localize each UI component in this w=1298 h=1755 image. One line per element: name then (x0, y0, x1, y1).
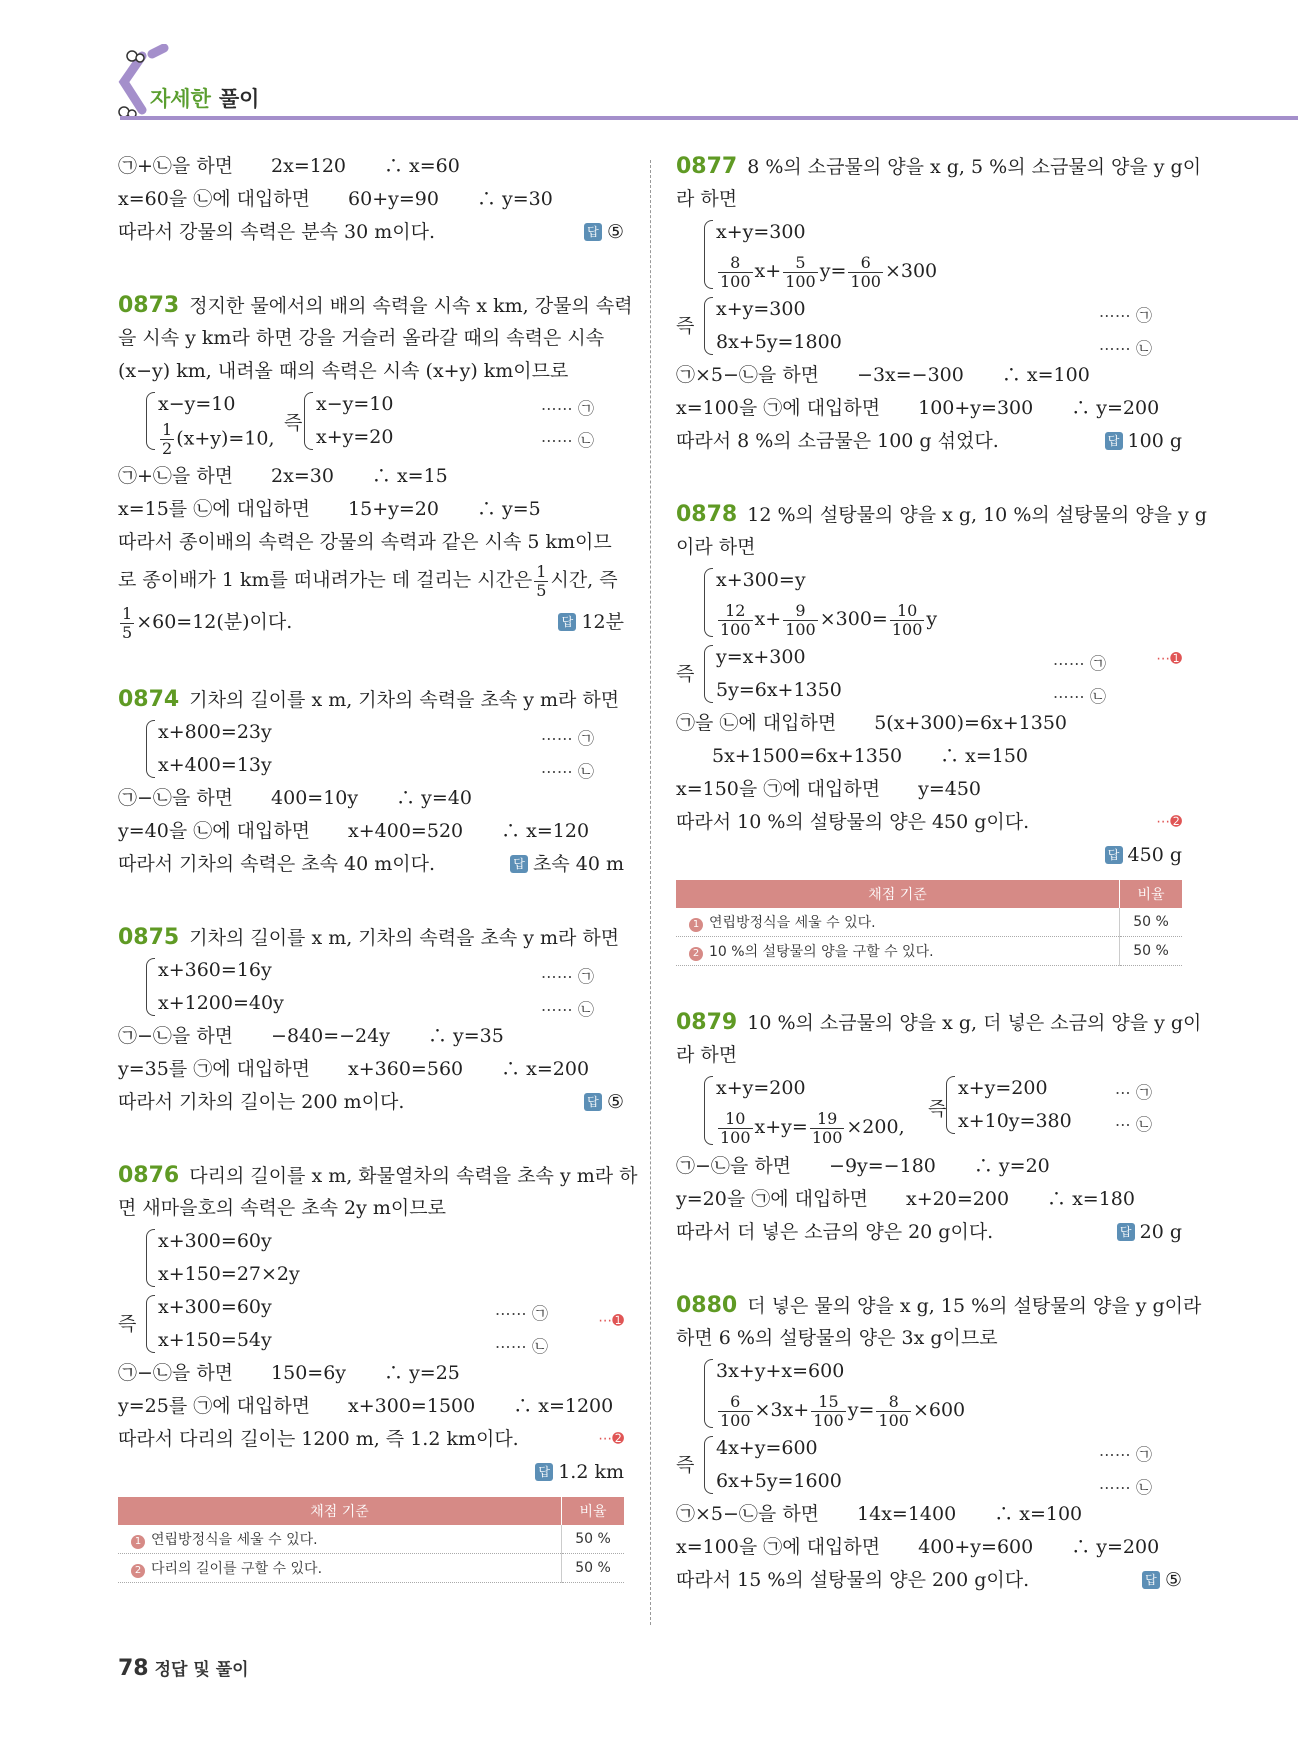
je-label: 즉 (676, 663, 695, 685)
eq-a: x+360=16y ⋯⋯ ㉠ (158, 954, 624, 987)
eq-c: x+300=60y ⋯⋯ ㉠ (158, 1291, 624, 1324)
mark-2: ⋯⋯ ㉡ (540, 1000, 594, 1019)
eq-b: $\frac{1}{2}$ (x+y)=10, (162, 420, 275, 458)
answer-value: ⑤ (606, 221, 624, 243)
problem-number: 0874 (118, 687, 180, 712)
answer-0875: 답 ⑤ (584, 1086, 624, 1119)
cont-line-3-text: 따라서 강물의 속력은 분속 30 m이다. (118, 221, 436, 243)
fraction: $\frac{9}{100}$ (785, 600, 816, 639)
eq-a: x−y=10 (158, 393, 236, 415)
brace-icon (146, 958, 155, 1016)
fraction: $\frac{8}{100}$ (720, 252, 751, 291)
solution-line: y=40을 ㉡에 대입하면 x+400=520 ∴ x=120 (118, 820, 590, 842)
brace-icon (704, 220, 713, 289)
step-marker-1: ⋯➊ (598, 1313, 624, 1329)
answer-badge-icon: 답 (584, 223, 602, 241)
equation-system (118, 1225, 624, 1291)
eq-b: x+1200=40y ⋯⋯ ㉡ (158, 987, 624, 1020)
solution-line: 따라서 기차의 길이는 200 m이다. 답 ⑤ (118, 1086, 624, 1119)
brace-icon (304, 392, 313, 450)
brace-icon (704, 1359, 713, 1428)
mark-1: ⋯⋯ ㉠ (1052, 654, 1106, 673)
column-divider (650, 160, 651, 1625)
fraction: $\frac{12}{100}$ (720, 600, 751, 639)
answer-cont (584, 216, 624, 249)
brace-icon (704, 568, 713, 637)
header-title-a: 자세한 (150, 87, 211, 111)
step-marker-1: ⋯➊ (1156, 651, 1182, 667)
solution-line: y=25를 ㉠에 대입하면 x+300=1500 ∴ x=1200 (118, 1395, 614, 1417)
mark-2: ⋯ ㉡ (1114, 1115, 1152, 1134)
problem-0880-line-1: 0880 더 넣은 물의 양을 x g, 15 %의 설탕물의 양을 y g이라 (676, 1293, 1202, 1318)
je-label: 즉 (676, 1454, 695, 1476)
problem-0879-line-1: 0879 10 %의 소금물의 양을 x g, 더 넣은 소금의 양을 y g이 (676, 1010, 1202, 1035)
fraction: $\frac{8}{100}$ (878, 1391, 909, 1430)
cont-line-1: ㉠+㉡을 하면 2x=120 ∴ x=60 (118, 155, 460, 177)
solution-line: y=20을 ㉠에 대입하면 x+20=200 ∴ x=180 (676, 1188, 1135, 1210)
fraction: $\frac{10}{100}$ (720, 1108, 751, 1147)
fraction: $\frac{1}{5}$ (536, 561, 547, 600)
solution-line: 따라서 다리의 길이는 1200 m, 즉 1.2 km이다. ⋯➋ (118, 1423, 624, 1456)
eq-b: $\frac{8}{100}$ x+ $\frac{5}{100}$ y= $\frac{6}{100}$ ×300 (720, 252, 938, 291)
answer-0880: 답 ⑤ (1142, 1564, 1182, 1597)
mark-1: ⋯ ㉠ (1114, 1083, 1152, 1102)
criterion-number-icon: 1 (689, 918, 703, 932)
problem-number: 0876 (118, 1163, 180, 1188)
eq-c: x−y=10 (316, 393, 394, 415)
problem-number: 0877 (676, 154, 738, 179)
problem-0873-line-1 (118, 289, 633, 322)
brace-icon (146, 1295, 155, 1353)
fraction: $\frac{15}{100}$ (813, 1391, 844, 1430)
solution-line: 따라서 더 넣은 소금의 양은 20 g이다. 답 20 g (676, 1216, 1182, 1249)
solution-line: 따라서 기차의 속력은 초속 40 m이다. 답 초속 40 m (118, 848, 624, 881)
table-row: 1 연립방정식을 세울 수 있다. 50 % (676, 908, 1182, 937)
mark-2: ⋯⋯ ㉡ (540, 431, 594, 450)
answer-badge-icon: 답 (558, 613, 576, 631)
table-row: 1 연립방정식을 세울 수 있다. 50 % (118, 1525, 624, 1554)
eq-a: x+300=y (716, 569, 806, 591)
system-right (276, 388, 476, 454)
mark-1: ⋯⋯ ㉠ (540, 967, 594, 986)
eq-c: 4x+y=600 ⋯⋯ ㉠ (716, 1432, 1182, 1465)
solution-line: 따라서 10 %의 설탕물의 양은 450 g이다. ⋯➋ (676, 806, 1182, 839)
problem-number: 0873 (118, 293, 180, 318)
solution-line: 로 종이배가 1 km를 떠내려가는 데 걸리는 시간은 $\frac{1}{5}$ 시간, 즉 (118, 561, 618, 600)
solution-line: ㉠×5−㉡을 하면 −3x=−300 ∴ x=100 (676, 364, 1090, 386)
je-label: 즉 (118, 1313, 137, 1335)
mark-1: ⋯⋯ ㉠ (540, 729, 594, 748)
equation-system (676, 1355, 1182, 1432)
scoring-table (118, 1497, 624, 1583)
solution-line: x=100을 ㉠에 대입하면 100+y=300 ∴ y=200 (676, 397, 1160, 419)
table-row: 2 10 %의 설탕물의 양을 구할 수 있다. 50 % (676, 937, 1182, 966)
scoring-header: 채점 기준 (118, 1497, 562, 1525)
solution-line: x=150을 ㉠에 대입하면 y=450 (676, 778, 982, 800)
mark-2: ⋯⋯ ㉡ (494, 1337, 548, 1356)
solution-line: ㉠−㉡을 하면 150=6y ∴ y=25 (118, 1362, 460, 1384)
equation-system-2 (118, 1291, 624, 1357)
solution-line: ㉠을 ㉡에 대입하면 5(x+300)=6x+1350 (676, 712, 1068, 734)
je-label: 즉 (284, 412, 303, 434)
eq-b: $\frac{6}{100}$ ×3x+ $\frac{15}{100}$ y= $\frac{8}{100}$ ×600 (720, 1391, 966, 1430)
right-column (676, 150, 1207, 1597)
step-marker-2: ⋯➋ (1156, 814, 1182, 830)
solution-line: 5x+1500=6x+1350 ∴ x=150 (712, 745, 1029, 767)
problem-0875-line-1: 0875 기차의 길이를 x m, 기차의 속력을 초속 y m라 하면 (118, 925, 620, 950)
mark-1: ⋯⋯ ㉠ (1098, 1445, 1152, 1464)
eq-c: y=x+300 ⋯⋯ ㉠ (716, 641, 1182, 674)
eq-d: x+y=20 (316, 426, 394, 448)
ratio-header: 비율 (1120, 880, 1183, 908)
page-footer (118, 1655, 249, 1681)
eq-b: x+400=13y ⋯⋯ ㉡ (158, 749, 624, 782)
answer-badge-icon: 답 (510, 855, 528, 873)
brace-icon (704, 1076, 713, 1145)
fraction: $\frac{6}{100}$ (720, 1391, 751, 1430)
ratio-header: 비율 (562, 1497, 625, 1525)
answer-0874: 답 초속 40 m (510, 848, 624, 881)
cont-line-3 (118, 216, 624, 249)
answer-0873: 답 12분 (558, 601, 624, 643)
header-rule (120, 116, 1298, 120)
eq-a: x+300=60y (158, 1230, 272, 1252)
brace-icon (704, 1436, 713, 1494)
equation-system (118, 388, 624, 460)
je-label: 즉 (928, 1098, 947, 1120)
eq-b: x+150=27×2y (158, 1263, 300, 1285)
problem-0879-line-2: 라 하면 (676, 1044, 738, 1066)
problem-0877-line-1: 0877 8 %의 소금물의 양을 x g, 5 %의 소금물의 양을 y g이 (676, 154, 1202, 179)
header-title (150, 83, 259, 113)
equation-system (676, 1072, 1182, 1150)
cont-line-2: x=60을 ㉡에 대입하면 60+y=90 ∴ y=30 (118, 188, 553, 210)
page-number: 78 (118, 1656, 149, 1681)
fraction: $\frac{1}{2}$ (162, 420, 173, 458)
answer-line (118, 1456, 624, 1489)
equation-system-2 (676, 641, 1182, 707)
answer-badge-icon: 답 (1117, 1223, 1135, 1241)
solution-line: 따라서 종이배의 속력은 강물의 속력과 같은 시속 5 km이므 (118, 531, 612, 553)
problem-number: 0879 (676, 1010, 738, 1035)
brace-icon (704, 645, 713, 703)
criterion-number-icon: 2 (131, 1564, 145, 1578)
je-label: 즉 (676, 315, 695, 337)
eq-d: x+150=54y ⋯⋯ ㉡ (158, 1324, 624, 1357)
eq-c: x+y=300 ⋯⋯ ㉠ (716, 293, 1182, 326)
answer-badge-icon: 답 (1142, 1571, 1160, 1589)
criterion-number-icon: 2 (689, 947, 703, 961)
fraction: $\frac{5}{100}$ (785, 252, 816, 291)
brace-icon (146, 720, 155, 778)
problem-0878-line-1: 0878 12 %의 설탕물의 양을 x g, 10 %의 설탕물의 양을 y g (676, 502, 1207, 527)
step-marker-2: ⋯➋ (598, 1431, 624, 1447)
solution-line: ㉠−㉡을 하면 400=10y ∴ y=40 (118, 787, 472, 809)
problem-0878-line-2: 이라 하면 (676, 536, 756, 558)
answer-line (676, 839, 1182, 872)
table-row: 2 다리의 길이를 구할 수 있다. 50 % (118, 1554, 624, 1583)
mark-2: ⋯⋯ ㉡ (1052, 687, 1106, 706)
header-title-b: 풀이 (218, 87, 260, 111)
problem-text: 정지한 물에서의 배의 속력을 시속 x km, 강물의 속력 (189, 295, 633, 317)
solution-line: $\frac{1}{5}$ ×60=12(분)이다. 답 12분 (118, 601, 624, 643)
fraction: $\frac{10}{100}$ (891, 600, 923, 639)
problem-0873-line-2: 을 시속 y km라 하면 강을 거슬러 올라갈 때의 속력은 시속 (118, 327, 605, 349)
mark-1: ⋯⋯ ㉠ (494, 1304, 548, 1323)
solution-line: x=15를 ㉡에 대입하면 15+y=20 ∴ y=5 (118, 498, 541, 520)
eq-d: 6x+5y=1600 ⋯⋯ ㉡ (716, 1465, 1182, 1498)
eq-a: x+800=23y ⋯⋯ ㉠ (158, 716, 624, 749)
equation-system-2 (676, 1432, 1182, 1498)
eq-c: x+y=200 (958, 1077, 1048, 1099)
eq-b: $\frac{12}{100}$ x+ $\frac{9}{100}$ ×300= $\frac{10}{100}$ y (720, 600, 938, 639)
eq-b: $\frac{10}{100}$ x+y= $\frac{19}{100}$ ×200, (720, 1108, 905, 1147)
solution-line: x=100을 ㉠에 대입하면 400+y=600 ∴ y=200 (676, 1536, 1160, 1558)
answer-0879: 답 20 g (1117, 1216, 1182, 1249)
problem-0877-line-2: 라 하면 (676, 188, 738, 210)
fraction: $\frac{19}{100}$ (811, 1108, 843, 1147)
solution-line: ㉠+㉡을 하면 2x=30 ∴ x=15 (118, 465, 448, 487)
answer-0877: 답 100 g (1105, 425, 1182, 458)
brace-icon (146, 392, 155, 450)
solution-line: 따라서 15 %의 설탕물의 양은 200 g이다. 답 ⑤ (676, 1564, 1182, 1597)
equation-system-2 (676, 293, 1182, 359)
problem-0874-line-1: 0874 기차의 길이를 x m, 기차의 속력을 초속 y m라 하면 (118, 687, 620, 712)
eq-d: x+10y=380 (958, 1110, 1072, 1132)
answer-0876: 답 1.2 km (535, 1456, 624, 1489)
equation-system (676, 216, 1182, 293)
problem-0873-line-3: (x−y) km, 내려올 때의 속력은 시속 (x+y) km이므로 (118, 360, 569, 382)
solution-line: ㉠−㉡을 하면 −9y=−180 ∴ y=20 (676, 1155, 1050, 1177)
problem-number: 0875 (118, 925, 180, 950)
left-column (118, 150, 638, 1583)
problem-0880-line-2: 하면 6 %의 설탕물의 양은 3x g이므로 (676, 1327, 998, 1349)
fraction: $\frac{6}{100}$ (850, 252, 881, 291)
mark-2: ⋯⋯ ㉡ (1098, 339, 1152, 358)
problem-0876-line-1: 0876 다리의 길이를 x m, 화물열차의 속력을 초속 y m라 하 (118, 1163, 638, 1188)
mark-2: ⋯⋯ ㉡ (540, 762, 594, 781)
equation-system (118, 954, 624, 1020)
eq-a: x+y=200 (716, 1077, 806, 1099)
footer-title: 정답 및 풀이 (154, 1660, 249, 1680)
equation-system (676, 564, 1182, 641)
answer-badge-icon: 답 (535, 1463, 553, 1481)
eq-d: 8x+5y=1800 ⋯⋯ ㉡ (716, 326, 1182, 359)
fraction: $\frac{1}{5}$ (122, 603, 133, 642)
eq-d: 5y=6x+1350 ⋯⋯ ㉡ (716, 674, 1182, 707)
brace-icon (146, 1229, 155, 1287)
answer-badge-icon: 답 (584, 1093, 602, 1111)
solution-line: ㉠−㉡을 하면 −840=−24y ∴ y=35 (118, 1025, 504, 1047)
problem-number: 0878 (676, 502, 738, 527)
criterion-number-icon: 1 (131, 1535, 145, 1549)
brace-icon (704, 297, 713, 355)
mark-1: ⋯⋯ ㉠ (540, 399, 594, 418)
solution-line: 따라서 8 %의 소금물은 100 g 섞었다. 답 100 g (676, 425, 1182, 458)
scoring-header: 채점 기준 (676, 880, 1120, 908)
brace-icon (946, 1076, 955, 1134)
answer-badge-icon: 답 (1105, 432, 1123, 450)
mark-2: ⋯⋯ ㉡ (1098, 1478, 1152, 1497)
problem-number: 0880 (676, 1293, 738, 1318)
equation-system (118, 716, 624, 782)
eq-a: x+y=300 (716, 221, 806, 243)
problem-0876-line-2: 면 새마을호의 속력은 초속 2y m이므로 (118, 1197, 446, 1219)
eq-a: 3x+y+x=600 (716, 1360, 845, 1382)
answer-0878: 답 450 g (1105, 839, 1182, 872)
solution-line: ㉠×5−㉡을 하면 14x=1400 ∴ x=100 (676, 1503, 1083, 1525)
mark-1: ⋯⋯ ㉠ (1098, 306, 1152, 325)
scoring-table (676, 880, 1182, 966)
answer-badge-icon: 답 (1105, 846, 1123, 864)
solution-line: y=35를 ㉠에 대입하면 x+360=560 ∴ x=200 (118, 1058, 590, 1080)
